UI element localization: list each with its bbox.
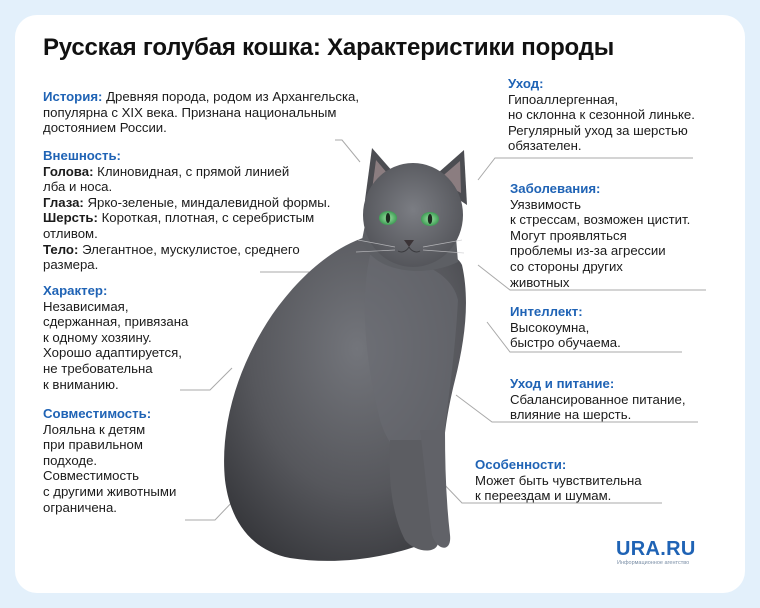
eyes-label: Глаза: — [43, 194, 84, 210]
compatibility-line: с другими животными — [43, 483, 177, 499]
body-text: Элегантное, мускулистое, среднего — [82, 241, 300, 257]
diseases-line: со стороны других — [510, 258, 623, 274]
compatibility-section — [43, 406, 176, 515]
compatibility-line: при правильном — [43, 437, 143, 453]
features-heading: Особенности: — [475, 457, 567, 472]
nutrition-heading: Уход и питание: — [510, 376, 615, 391]
diseases-heading: Заболевания: — [510, 181, 601, 196]
body-text-2: размера. — [43, 257, 99, 273]
body-label: Тело: — [43, 241, 79, 257]
intellect-line: быстро обучаема. — [510, 335, 621, 351]
head-text: Клиновидная, с прямой линией — [97, 163, 290, 179]
care-line: обязателен. — [508, 138, 582, 154]
compatibility-line: подходе. — [43, 452, 98, 468]
diseases-section — [510, 181, 690, 290]
diseases-line: проблемы из-за агрессии — [510, 243, 666, 259]
character-line: к одному хозяину. — [43, 329, 152, 345]
nutrition-line: Сбалансированное питание, — [510, 391, 686, 407]
compatibility-heading: Совместимость: — [43, 406, 152, 421]
ura-logo: URA.RU — [616, 538, 696, 560]
character-line: сдержанная, привязана — [43, 314, 189, 330]
coat-text-2: отливом. — [43, 225, 98, 241]
head-label: Голова: — [43, 163, 94, 179]
history-section — [43, 89, 359, 136]
nutrition-section — [510, 376, 686, 423]
history-text-2: популярна с XIX века. Признана национальным — [43, 104, 337, 120]
care-line: Гипоаллергенная, — [508, 91, 619, 107]
compatibility-line: Совместимость — [43, 468, 140, 484]
features-line: к переездам и шумам. — [475, 488, 612, 504]
features-section — [475, 457, 642, 504]
coat-text: Короткая, плотная, с серебристым — [101, 210, 315, 226]
care-heading: Уход: — [508, 76, 544, 91]
appearance-heading: Внешность: — [43, 148, 121, 163]
character-section — [43, 283, 188, 392]
diseases-line: Уязвимость — [510, 196, 581, 212]
intellect-heading: Интеллект: — [510, 304, 583, 319]
character-heading: Характер: — [43, 283, 108, 298]
history-text-3: достоянием России. — [43, 120, 167, 136]
head-text-2: лба и носа. — [43, 179, 113, 195]
diseases-line: к стрессам, возможен цистит. — [510, 212, 691, 228]
diseases-line: Могут проявляться — [510, 227, 627, 243]
intellect-line: Высокоумна, — [510, 319, 590, 335]
character-line: не требовательна — [43, 360, 153, 376]
care-section — [508, 76, 695, 154]
compatibility-line: ограничена. — [43, 499, 117, 515]
eyes-text: Ярко-зеленые, миндалевидной формы. — [87, 194, 331, 210]
ura-logo-subtitle: Информационное агентство — [617, 560, 690, 566]
history-text-1: Древняя порода, родом из Архангельска, — [106, 89, 360, 104]
compatibility-line: Лояльна к детям — [43, 421, 146, 437]
care-line: но склонна к сезонной линьке. — [508, 107, 695, 123]
features-line: Может быть чувствительна — [475, 472, 642, 488]
history-heading: История: — [43, 89, 103, 104]
nutrition-line: влияние на шерсть. — [510, 407, 632, 423]
intellect-section — [510, 304, 621, 351]
appearance-section — [43, 148, 330, 273]
diseases-line: животных — [510, 274, 570, 290]
page-title: Русская голубая кошка: Характеристики породы — [43, 34, 614, 61]
coat-label: Шерсть: — [43, 210, 98, 226]
care-line: Регулярный уход за шерстью — [508, 122, 688, 138]
character-line: к вниманию. — [43, 376, 119, 392]
character-line: Хорошо адаптируется, — [43, 345, 182, 361]
character-line: Независимая, — [43, 298, 129, 314]
